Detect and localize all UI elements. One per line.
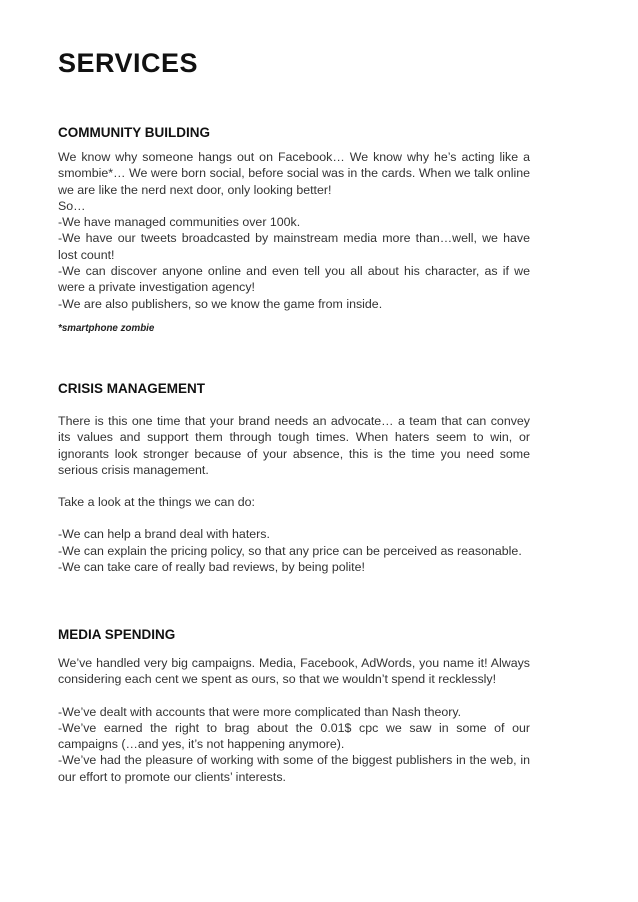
bullet-item: -We can help a brand deal with haters. <box>58 527 270 542</box>
bullet-item: -We can explain the pricing policy, so that any price can be perceived as reasonable. <box>58 543 522 558</box>
section-lead: Take a look at the things we can do: <box>58 495 255 510</box>
bullet-item: -We’ve earned the right to brag about the 0.01$ cpc we saw in some of our campaigns (…and yes, it’s not happening anymore). <box>58 720 530 752</box>
bullet-item: -We’ve dealt with accounts that were more complicated than Nash theory. <box>58 704 462 719</box>
section-media-spending <box>58 626 530 785</box>
section-crisis-management <box>58 380 530 575</box>
section-heading: COMMUNITY BUILDING <box>58 125 210 140</box>
bullet-item: -We have our tweets broadcasted by mainstream media more than…well, we have lost count! <box>58 231 530 262</box>
bullet-item: -We are also publishers, so we know the game from inside. <box>58 296 383 311</box>
section-lead: So… <box>58 198 86 213</box>
bullet-item: -We can take care of really bad reviews, by being polite! <box>58 560 365 575</box>
section-heading: CRISIS MANAGEMENT <box>58 381 206 396</box>
bullet-item: -We have managed communities over 100k. <box>58 215 301 230</box>
section-intro: There is this one time that your brand needs an advocate… a team that can convey its values and support them through tough times. When haters seem to win, or ignorants look stronger because of your absence, this is the time you need some serious crisis management. <box>58 414 530 477</box>
bullet-item: -We can discover anyone online and even tell you all about his character, as if we were a private investigation agency! <box>58 264 530 295</box>
section-intro: We’ve handled very big campaigns. Media, Facebook, AdWords, you name it! Always considering each cent we spent as ours, so that we wouldn’t spend it recklessly! <box>58 656 530 687</box>
page-title: SERVICES <box>58 48 199 78</box>
bullet-item: -We’ve had the pleasure of working with some of the biggest publishers in the web, in our effort to promote our clients’ interests. <box>58 753 530 784</box>
section-heading: MEDIA SPENDING <box>58 627 176 642</box>
footnote: *smartphone zombie <box>58 322 155 334</box>
section-intro: We know why someone hangs out on Facebook… We know why he’s acting like a smombie*… We were born social, before social was in the cards. When we talk online we are like the nerd next door, only looking better! <box>58 150 530 197</box>
section-community-building <box>58 124 530 335</box>
